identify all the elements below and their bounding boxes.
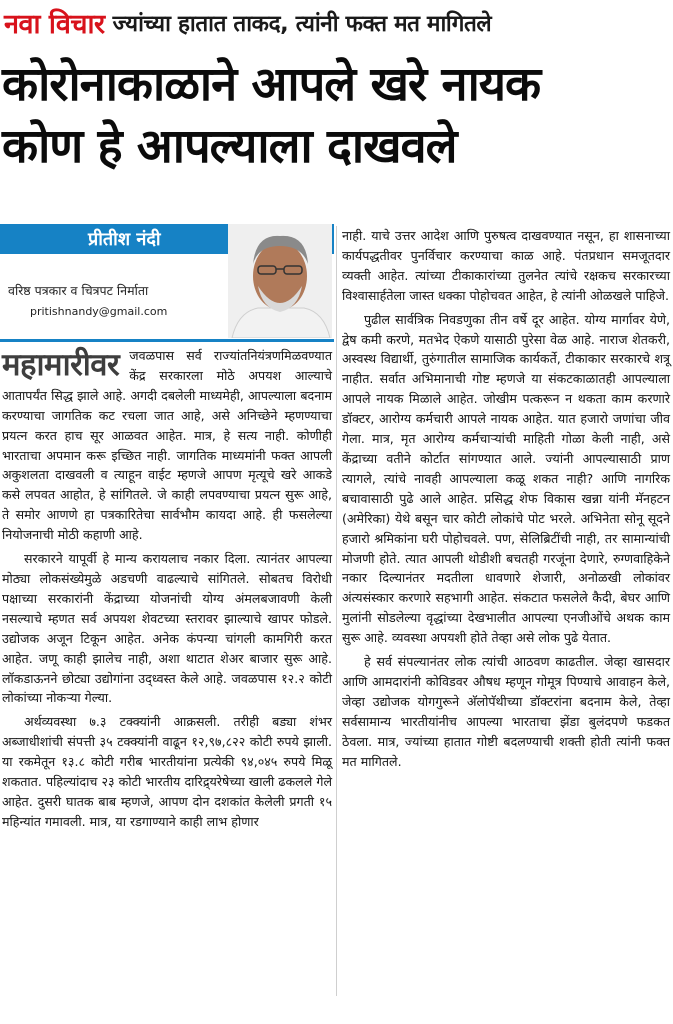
column-name: नवा विचार [4, 8, 105, 40]
headline [2, 54, 670, 178]
article-paragraph: पुढील सार्वत्रिक निवडणुका तीन वर्षे दूर आहेत. योग्य मार्गावर येणे, द्वेष कमी करणे, मतभेद ऐकणे यासाठी पुरेसा वेळ आहे. नाराज शेतकरी, अस्वस्थ विद्यार्थी, तुरुंगातील सामाजिक कार्यकर्ते, टीकाकार सरकारचे शत्रू नाहीत. सर्वात अभिमानाची गोष्ट म्हणजे या संकटकाळातही आपल्याला आपले नायक मिळाले आहेत. जोखीम पत्करून न थकता काम करणारे डॉक्टर, आरोग्य कर्मचारी आपले नायक आहेत. यात हजारो जणांचा जीव गेला. मात्र, मृत आरोग्य कर्मचाऱ्यांची माहिती गोळा केली नाही, असे केंद्राच्या वतीने कोर्टात सांगण्यात आले. ज्यांनी आपल्यासाठी प्राण त्यागले, त्यांचे नावही आपल्याला कळू शकत नाही? आणि नागरिक बचावासाठी पुढे आले आहेत. प्रसिद्ध शेफ विकास खन्ना यांनी मॅनहटन (अमेरिका) येथे बसून चार कोटी लोकांचे पोट भरले. अभिनेता सोनू सूदने हजारो श्रमिकांना घरी पोहोचवले. पण, सेलिब्रिटींची नाही, तर सामान्यांची मोजणी होते. त्यात आपली थोडीशी बचतही गरजूंना देणारे, रुग्णवाहिकेने नकार दिल्यानंतर मदतीला धावणारे शेजारी, अनोळखी लोकांवर अंत्यसंस्कार करणारे सहभागी आहेत. संकटात फसलेले कैदी, बेघर आणि मुलांनी सोडलेल्या वृद्धांच्या देखभालीत आपल्या एनजीओंचे अथक काम सुरू आहे. व्यवस्था अपयशी होते तेव्हा असे लोक पुढे येतात. [342, 311, 670, 646]
headline-line-2: कोण हे आपल्याला दाखवले [2, 119, 457, 174]
article-right-column [342, 226, 670, 775]
author-description: वरिष्ठ पत्रकार व चित्रपट निर्माता [8, 283, 149, 298]
paragraph-text: जवळपास सर्व राज्यांतनियंत्रणमिळवण्यात केंद्र सरकारला मोठे अपयश आल्याचे आतापर्यंत सिद्ध झाले आहे. अगदी दबलेली माध्यमेही, आपल्याला बदनाम करण्याचा जागतिक कट रचला जात आहे, असे अनिच्छेने म्हणण्याचा प्रयत्न करत हाच सूर आळवत आहेत. मात्र, हे सत्य नाही. कोणीही भारताचा अपमान करू इच्छित नाही. जागतिक माध्यमांनी फक्त आपली अकुशलता दाखवली व त्याहून वाईट म्हणजे आपण मृत्यूचे खरे आकडे कसे लपवत आहोत, हे सांगितले. जे काही लपवण्याचा प्रयत्न सुरू आहे, ते समोर आणणे हा पत्रकारितेचा सार्वभौम कायदा आहे. ही फसलेल्या नियोजनाची मोठी कहाणी आहे. [2, 348, 332, 543]
headline-line-1: कोरोनाकाळाने आपले खरे नायक [2, 57, 541, 112]
article-left-column [2, 346, 332, 836]
kicker-subtitle: ज्यांच्या हातात ताकद, त्यांनी फक्त मत मागितले [112, 10, 492, 37]
author-box [0, 224, 334, 338]
author-name: प्रीतीश नंदी [88, 229, 161, 250]
article-paragraph: अर्थव्यवस्था ७.३ टक्क्यांनी आक्रसली. तरीही बड्या शंभर अब्जाधीशांची संपत्ती ३५ टक्क्यांनी वाढून १२,९७,८२२ कोटी रुपये झाली. या रकमेतून १३.८ कोटी गरीब भारतीयांना प्रत्येकी ९४,०४५ रुपये मिळू शकतात. पहिल्यांदाच २३ कोटी भारतीय दारिद्र्यरेषेच्या खाली ढकलले गेले आहेत. दुसरी घातक बाब म्हणजे, आपण दोन दशकांत केलेली प्रगती १५ महिन्यांत गमावली. मात्र, या रडगाण्याने काही लाभ होणार [2, 714, 332, 829]
article-paragraph: हे सर्व संपल्यानंतर लोक त्यांची आठवण काढतील. जेव्हा खासदार आणि आमदारांनी कोविडवर औषध म्हणून गोमूत्र पिण्याचे आवाहन केले, जेव्हा उद्योजक योगगुरूने अ‍ॅलोपॅथीच्या डॉक्टरांना बदनाम केले, तेव्हा सर्वसामान्य भारतीयांनीच आपल्या भारताचा झेंडा बुलंदपणे फडकत ठेवला. मात्र, ज्यांच्या हातात गोष्टी बदलण्याची शक्ती होती त्यांनी फक्त मत मागितले. [342, 654, 670, 769]
author-photo [228, 224, 332, 338]
article-paragraph [2, 346, 332, 545]
author-rule [0, 339, 334, 342]
author-email: pritishnandy@gmail.com [30, 305, 168, 318]
column-divider [336, 226, 337, 996]
article-paragraph: नाही. याचे उत्तर आदेश आणि पुरुषत्व दाखवण्यात नसून, हा शासनाच्या कार्यपद्धतीवर पुनर्विचार करण्याचा काळ आहे. पंतप्रधान समजूतदार व्यक्ती आहेत. त्यांच्या टीकाकारांच्या तुलनेत त्यांचे रक्षकच सरकारच्या विश्वासार्हतेला जास्त धक्का पोहोचवत आहेत, हे त्यांनी ओळखले पाहिजे. [342, 228, 670, 303]
drop-word: महामारीवर [2, 347, 120, 383]
kicker [4, 2, 669, 42]
author-portrait-icon [228, 224, 332, 338]
article-paragraph: सरकारने यापूर्वी हे मान्य करायलाच नकार दिला. त्यानंतर आपल्या मोठ्या लोकसंख्येमुळे अडचणी वाढल्याचे सांगितले. सोबतच विरोधी पक्षाच्या सरकारांनी केंद्राच्या योजनांची योग्य अंमलबजावणी केली नसल्याचे म्हणत सर्व अपयश शेवटच्या स्तरावर झाल्याचे खापर फोडले. उद्योजक अजून टिकून आहेत. अनेक कंपन्या चांगली कामगिरी करत आहेत. जणू काही झालेच नाही, अशा थाटात शेअर बाजार सुरू आहे. लॉकडाऊनने छोट्या उद्योगांना उद्ध्वस्त केले आहे. जवळपास १२.२ कोटी लोकांच्या नोकऱ्या गेल्या. [2, 551, 332, 706]
